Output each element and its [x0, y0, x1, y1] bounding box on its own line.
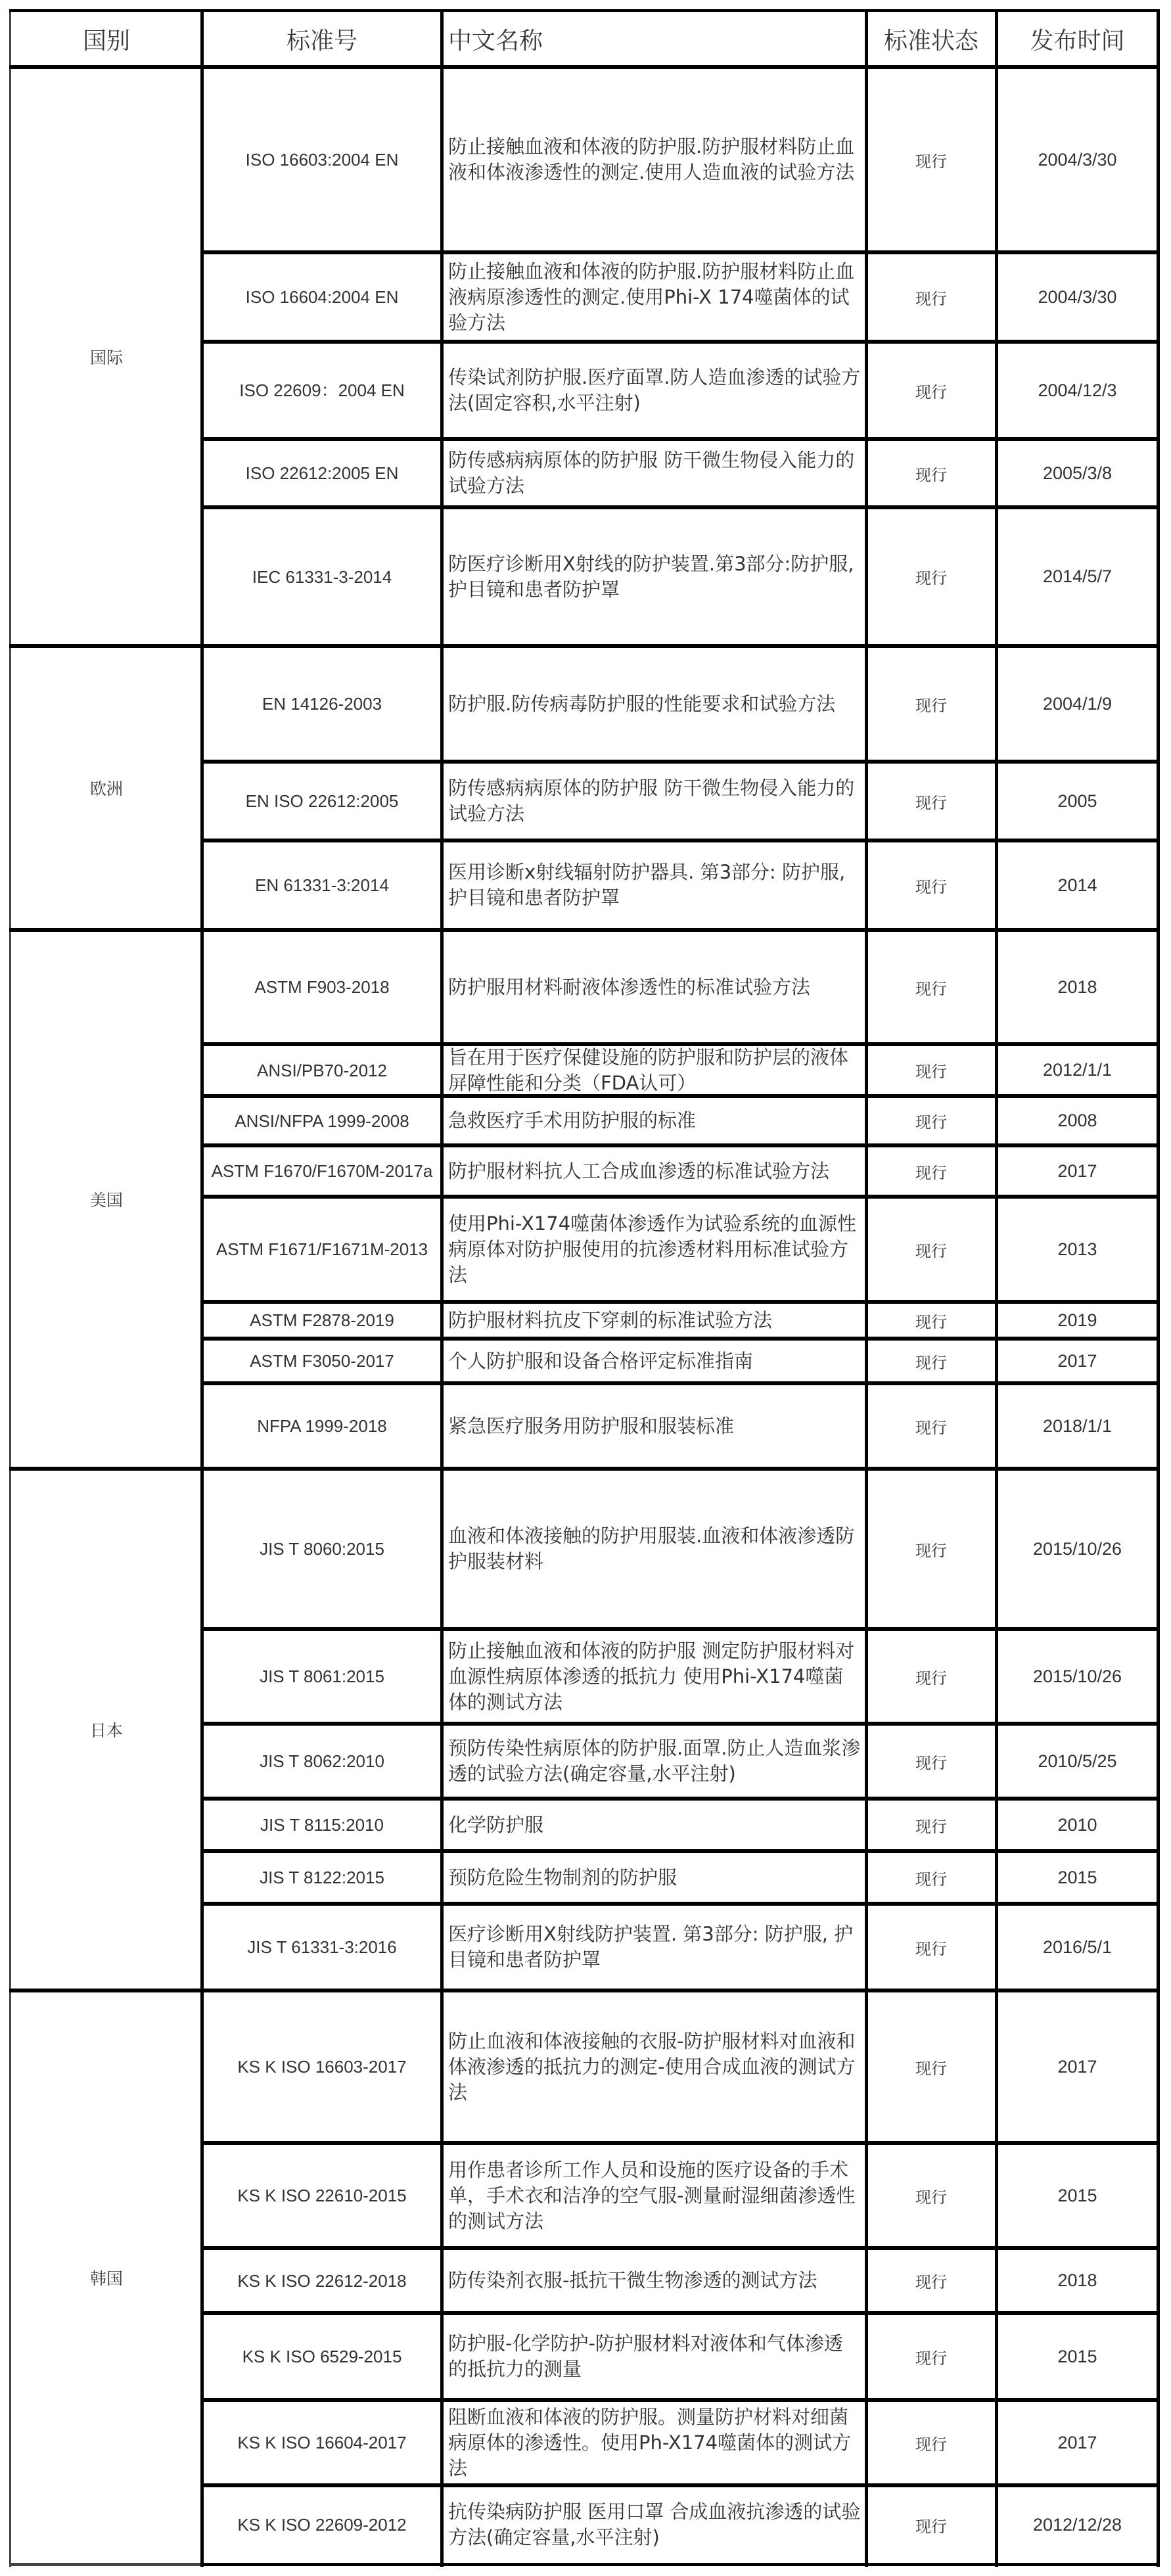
- standard-number: JIS T 8115:2010: [260, 1815, 384, 1835]
- row-divider: [200, 2246, 1160, 2250]
- standard-number: ISO 16603:2004 EN: [245, 150, 399, 170]
- chinese-name-text: 阻断血液和体液的防护服。测量防护材料对细菌病原体的渗透性。使用Ph-X174噬菌体的测试方法: [448, 2405, 852, 2479]
- chinese-name-text: 紧急医疗服务用防护服和服装标准: [448, 1414, 735, 1437]
- publish-date: 2012/12/28: [1032, 2514, 1122, 2535]
- chinese-name: [442, 1629, 866, 1724]
- chinese-name: [442, 1383, 866, 1469]
- header-standard-no: 标准号: [286, 27, 357, 55]
- chinese-name: [442, 762, 866, 840]
- chinese-name-text: 抗传染病防护服 医用口罩 合成血液抗渗透的试验方法(确定容量,水平注射): [448, 2500, 861, 2548]
- chinese-name-text: 急救医疗手术用防护服的标准: [448, 1109, 697, 1132]
- standard-status: 现行: [915, 1817, 947, 1836]
- row-divider: [200, 1042, 1160, 1046]
- region-japan: 日本: [89, 1721, 123, 1740]
- standard-status: 现行: [915, 152, 947, 171]
- chinese-name-text: 防护服-化学防护-防护服材料对液体和气体渗透的抵抗力的测量: [448, 2332, 843, 2380]
- publish-date: 2008: [1057, 1111, 1097, 1130]
- publish-date: 2017: [1057, 2432, 1097, 2452]
- publish-date: 2004/3/30: [1038, 149, 1117, 170]
- chinese-name-text: 使用Phi-X174噬菌体渗透作为试验系统的血源性病原体对防护服使用的抗渗透材料用标准试验方法: [448, 1212, 857, 1286]
- chinese-name-text: 防止血液和体液接触的衣服-防护服材料对血液和体液渗透的抵抗力的测定-使用合成血液的测试方法: [448, 2029, 856, 2104]
- border-col2: [440, 9, 444, 2567]
- chinese-name: [442, 1302, 866, 1339]
- standard-number: EN 61331-3:2014: [255, 875, 389, 895]
- standard-status: 现行: [915, 696, 947, 715]
- row-divider: [200, 2311, 1160, 2315]
- standard-status: 现行: [915, 2435, 947, 2454]
- publish-date: 2004/12/3: [1038, 380, 1117, 400]
- chinese-name-text: 防传感病病原体的防护服 防干微生物侵入能力的试验方法: [448, 777, 855, 825]
- standard-status: 现行: [915, 979, 947, 998]
- standard-status: 现行: [915, 1753, 947, 1772]
- standard-number: KS K ISO 16604-2017: [237, 2433, 407, 2452]
- border-left: [9, 9, 11, 2567]
- region-korea: 韩国: [89, 2268, 123, 2288]
- chinese-name: [442, 1990, 866, 2143]
- region-europe: 欧洲: [89, 779, 123, 798]
- border-group-japan: [9, 1467, 1160, 1471]
- standard-status: 现行: [915, 1418, 947, 1437]
- standard-status: 现行: [915, 1541, 947, 1560]
- row-divider: [200, 1094, 1160, 1098]
- chinese-name-text: 化学防护服: [448, 1813, 544, 1836]
- publish-date: 2017: [1057, 1350, 1097, 1371]
- publish-date: 2004/3/30: [1038, 287, 1117, 307]
- chinese-name: [442, 507, 866, 646]
- standard-number: ASTM F3050-2017: [250, 1351, 394, 1371]
- standard-status: 现行: [915, 877, 947, 896]
- chinese-name: [442, 1197, 866, 1302]
- standard-number: JIS T 61331-3:2016: [247, 1937, 397, 1957]
- chinese-name-text: 旨在用于医疗保健设施的防护服和防护层的液体屏障性能和分类（FDA认可）: [448, 1046, 849, 1094]
- row-divider: [200, 250, 1160, 254]
- standard-status: 现行: [915, 1870, 947, 1889]
- standard-status: 现行: [915, 465, 947, 484]
- border-group-usa: [9, 928, 1160, 932]
- standard-number: KS K ISO 22610-2015: [237, 2186, 407, 2205]
- publish-date: 2015/10/26: [1032, 1666, 1122, 1686]
- standard-status: 现行: [915, 1113, 947, 1132]
- publish-date: 2013: [1057, 1239, 1097, 1259]
- standard-number: KS K ISO 6529-2015: [242, 2347, 402, 2366]
- row-divider: [200, 1902, 1160, 1906]
- row-divider: [200, 1143, 1160, 1147]
- border-col4: [995, 9, 998, 2567]
- standard-number: JIS T 8122:2015: [260, 1868, 384, 1887]
- chinese-name-text: 预防危险生物制剂的防护服: [448, 1866, 677, 1889]
- standard-number: ANSI/PB70-2012: [256, 1060, 387, 1080]
- border-group-korea: [9, 1989, 1160, 1992]
- publish-date: 2017: [1057, 1161, 1097, 1181]
- chinese-name-text: 血液和体液接触的防护用服装.血液和体液渗透防护服装材料: [448, 1525, 855, 1573]
- standard-number: KS K ISO 16603-2017: [237, 2057, 407, 2077]
- row-divider: [200, 2483, 1160, 2487]
- chinese-name: [442, 1851, 866, 1904]
- publish-date: 2010: [1057, 1814, 1097, 1835]
- chinese-name-text: 防护服用材料耐液体渗透性的标准试验方法: [448, 975, 811, 998]
- chinese-name-text: 预防传染性病原体的防护服.面罩.防止人造血浆渗透的试验方法(确定容量,水平注射): [448, 1737, 861, 1785]
- chinese-name-text: 医疗诊断用X射线防护装置. 第3部分: 防护服, 护目镜和患者防护罩: [448, 1923, 854, 1971]
- standard-status: 现行: [915, 1163, 947, 1182]
- row-divider: [200, 1797, 1160, 1801]
- publish-date: 2014: [1057, 875, 1097, 895]
- chinese-name: [442, 67, 866, 252]
- chinese-name-text: 医用诊断x射线辐射防护器具. 第3部分: 防护服, 护目镜和患者防护罩: [448, 861, 846, 909]
- standard-status: 现行: [915, 289, 947, 308]
- standard-number: KS K ISO 22612-2018: [237, 2270, 407, 2291]
- standard-status: 现行: [915, 382, 947, 402]
- standard-status: 现行: [915, 1353, 947, 1372]
- standard-number: JIS T 8060:2015: [260, 1539, 384, 1559]
- standard-status: 现行: [915, 1241, 947, 1260]
- standard-status: 现行: [915, 2349, 947, 2368]
- publish-date: 2019: [1057, 1310, 1097, 1330]
- chinese-name: [442, 1339, 866, 1383]
- header-status: 标准状态: [883, 27, 978, 55]
- standard-number: ISO 22609：2004 EN: [239, 380, 405, 400]
- border-group-europe: [9, 644, 1160, 648]
- publish-date: 2005/3/8: [1042, 463, 1113, 483]
- row-divider: [200, 760, 1160, 764]
- border-col3: [865, 9, 868, 2567]
- chinese-name-text: 防传感病病原体的防护服 防干微生物侵入能力的试验方法: [448, 449, 855, 497]
- row-divider: [200, 2398, 1160, 2402]
- standard-number: ASTM F1670/F1670M-2017a: [211, 1161, 433, 1181]
- chinese-name-text: 传染试剂防护服.医疗面罩.防人造血渗透的试验方法(固定容积,水平注射): [448, 366, 861, 414]
- row-divider: [200, 1337, 1160, 1341]
- chinese-name: [442, 1145, 866, 1197]
- standard-status: 现行: [915, 2188, 947, 2207]
- chinese-name: [442, 1724, 866, 1799]
- standard-number: ASTM F903-2018: [254, 977, 390, 997]
- chinese-name: [442, 2400, 866, 2485]
- row-divider: [200, 839, 1160, 842]
- standard-status: 现行: [915, 1312, 947, 1331]
- chinese-name-text: 防止接触血液和体液的防护服.防护服材料防止血液和体液渗透性的测定.使用人造血液的试验方法: [448, 135, 855, 183]
- publish-date: 2010/5/25: [1038, 1751, 1117, 1771]
- standard-status: 现行: [915, 793, 947, 812]
- standard-number: ISO 22612:2005 EN: [245, 463, 399, 483]
- standard-status: 现行: [915, 2273, 947, 2291]
- row-divider: [200, 1195, 1160, 1199]
- standard-status: 现行: [915, 1063, 947, 1081]
- standard-status: 现行: [915, 2517, 947, 2536]
- row-divider: [200, 505, 1160, 509]
- chinese-name: [442, 1904, 866, 1990]
- standard-status: 现行: [915, 2059, 947, 2078]
- region-international: 国际: [89, 348, 123, 367]
- publish-date: 2015: [1057, 2185, 1097, 2205]
- standard-number: NFPA 1999-2018: [257, 1416, 387, 1436]
- standard-number: ASTM F2878-2019: [250, 1310, 394, 1330]
- row-divider: [200, 437, 1160, 441]
- standard-number: EN 14126-2003: [262, 694, 382, 714]
- publish-date: 2018: [1057, 977, 1097, 997]
- publish-date: 2015: [1057, 2346, 1097, 2366]
- standard-number: KS K ISO 22609-2012: [237, 2515, 407, 2535]
- chinese-name: [442, 1044, 866, 1096]
- publish-date: 2016/5/1: [1042, 1937, 1113, 1957]
- chinese-name-text: 防护服材料抗人工合成血渗透的标准试验方法: [448, 1159, 830, 1182]
- chinese-name-text: 个人防护服和设备合格评定标准指南: [448, 1349, 754, 1372]
- header-region: 国别: [82, 27, 130, 55]
- standard-number: ASTM F1671/F1671M-2013: [216, 1239, 428, 1259]
- chinese-name: [442, 646, 866, 762]
- border-col1: [200, 9, 204, 2567]
- chinese-name: [442, 2313, 866, 2400]
- chinese-name-text: 防止接触血液和体液的防护服.防护服材料防止血液病原渗透性的测定.使用Phi-X 174噬菌体的试验方法: [448, 260, 855, 334]
- publish-date: 2018/1/1: [1042, 1415, 1113, 1436]
- standard-number: ANSI/NFPA 1999-2008: [235, 1111, 409, 1131]
- standard-number: IEC 61331-3-2014: [252, 566, 392, 587]
- standard-number: ISO 16604:2004 EN: [245, 287, 399, 307]
- header-chinese-name: 中文名称: [448, 27, 543, 55]
- chinese-name: [442, 252, 866, 342]
- border-top: [9, 9, 1160, 12]
- chinese-name: [442, 1096, 866, 1145]
- row-divider: [200, 2141, 1160, 2145]
- chinese-name: [442, 1799, 866, 1851]
- chinese-name: [442, 2143, 866, 2248]
- publish-date: 2012/1/1: [1042, 1060, 1113, 1080]
- standard-number: EN ISO 22612:2005: [245, 791, 399, 811]
- row-divider: [200, 1300, 1160, 1304]
- chinese-name-text: 用作患者诊所工作人员和设施的医疗设备的手术单，手术衣和洁净的空气服-测量耐湿细菌渗透性的测试方法: [448, 2158, 856, 2232]
- chinese-name: [442, 1469, 866, 1629]
- standard-number: JIS T 8061:2015: [260, 1667, 384, 1686]
- chinese-name: [442, 342, 866, 439]
- chinese-name-text: 防传染剂衣服-抵抗干微生物渗透的测试方法: [448, 2269, 817, 2291]
- border-bottom: [200, 2563, 1160, 2566]
- border-right: [1157, 9, 1160, 2567]
- row-divider: [200, 340, 1160, 344]
- standard-status: 现行: [915, 1939, 947, 1958]
- chinese-name-text: 防医疗诊断用X射线的防护装置.第3部分:防护服,护目镜和患者防护罩: [448, 552, 854, 601]
- publish-date: 2018: [1057, 2270, 1097, 2290]
- chinese-name: [442, 930, 866, 1044]
- chinese-name-text: 防护服材料抗皮下穿刺的标准试验方法: [448, 1308, 773, 1331]
- row-divider: [200, 1722, 1160, 1726]
- chinese-name: [442, 2485, 866, 2564]
- publish-date: 2004/1/9: [1042, 693, 1113, 714]
- region-usa: 美国: [89, 1191, 123, 1210]
- row-divider: [200, 1627, 1160, 1631]
- header-publish-date: 发布时间: [1030, 27, 1125, 55]
- standard-number: JIS T 8062:2010: [260, 1751, 384, 1771]
- standard-status: 现行: [915, 569, 947, 587]
- chinese-name: [442, 840, 866, 930]
- chinese-name-text: 防止接触血液和体液的防护服 测定防护服材料对血源性病原体渗透的抵抗力 使用Phi-X174噬菌体的测试方法: [448, 1639, 855, 1713]
- border-header-bottom: [9, 65, 1160, 69]
- chinese-name-text: 防护服.防传病毒防护服的性能要求和试验方法: [448, 692, 836, 715]
- row-divider: [200, 1849, 1160, 1853]
- chinese-name: [442, 2248, 866, 2313]
- border-bottom-region: [9, 2563, 202, 2566]
- publish-date: 2017: [1057, 2056, 1097, 2077]
- publish-date: 2014/5/7: [1042, 566, 1113, 586]
- publish-date: 2005: [1057, 791, 1097, 811]
- row-divider: [200, 1381, 1160, 1385]
- chinese-name: [442, 439, 866, 507]
- publish-date: 2015: [1057, 1867, 1097, 1887]
- standard-status: 现行: [915, 1668, 947, 1688]
- publish-date: 2015/10/26: [1032, 1538, 1122, 1559]
